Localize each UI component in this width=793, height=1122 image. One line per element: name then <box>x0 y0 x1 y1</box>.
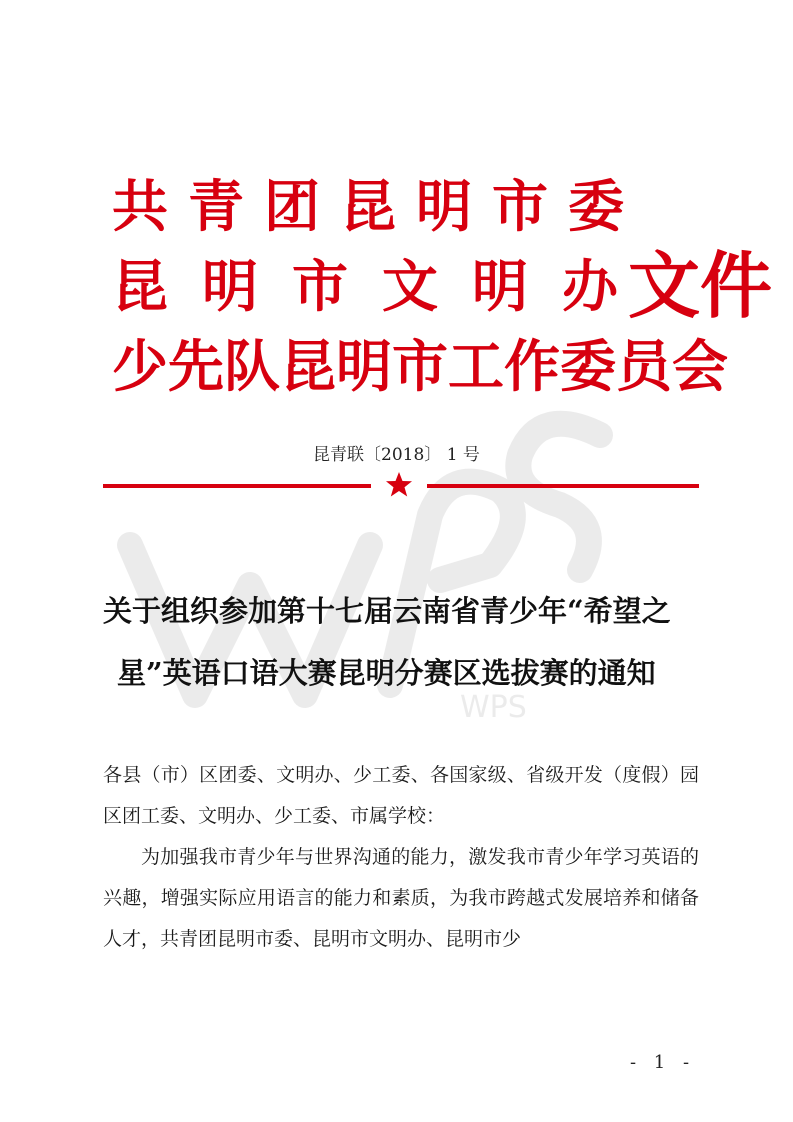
notice-title-line-1: 关于组织参加第十七届云南省青少年“希望之 <box>103 594 671 628</box>
org-line-1: 共青团昆明市委 <box>112 175 644 240</box>
page-number: - 1 - <box>630 1052 696 1073</box>
org-line-3: 少先队昆明市工作委员会 <box>112 335 728 400</box>
document-type-label: 文件 <box>628 244 773 328</box>
addressee: 各县（市）区团委、文明办、少工委、各国家级、省级开发（度假）园区团工委、文明办、少工委、市属学校： <box>103 764 699 827</box>
red-rule-right <box>427 484 699 488</box>
watermark-text: WPS <box>460 690 527 725</box>
issuing-authorities-header <box>112 168 773 408</box>
org-line-2: 昆明市文明办 <box>112 255 652 320</box>
notice-title <box>103 580 703 704</box>
document-number: 昆青联〔2018〕 1 号 <box>313 445 480 465</box>
body-paragraph-1: 为加强我市青少年与世界沟通的能力，激发我市青少年学习英语的兴趣，增强实际应用语言的能力和素质，为我市跨越式发展培养和储备人才，共青团昆明市委、昆明市文明办、昆明市少 <box>103 846 699 950</box>
notice-body <box>103 755 699 960</box>
red-rule-left <box>103 484 371 488</box>
notice-title-line-2: 星”英语口语大赛昆明分赛区选拔赛的通知 <box>117 656 656 690</box>
red-star-icon <box>384 470 414 500</box>
